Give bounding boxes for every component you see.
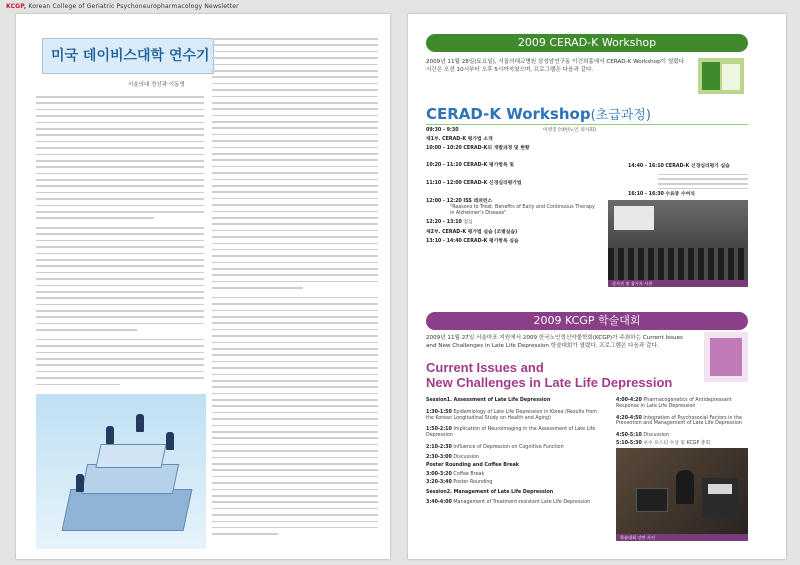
brochure-cover xyxy=(702,62,720,90)
program-row: 2:30-3:00 Discussion xyxy=(426,454,479,460)
program-row: Session2. Management of Late Life Depression xyxy=(426,489,554,495)
photo-audience xyxy=(608,248,748,280)
running-head-brand: KCGP, xyxy=(6,3,27,10)
cerad-photo-caption: 강사진 및 참가자 사진 xyxy=(608,280,748,287)
kcgp-photo-caption: 학술대회 강연 사진 xyxy=(616,534,748,541)
program-row: 3:40-4:00 Management of Treatment-resistant Late Life Depression xyxy=(426,499,591,505)
brochure-page xyxy=(722,64,740,90)
left-column-text xyxy=(36,96,204,390)
schedule-row: 09:30 - 9:30 이영진 (대한노인 의사회) xyxy=(426,128,596,133)
schedule-row: 10:20 - 11:10 CERAD-K 평가항목 및 xyxy=(426,163,514,169)
illustration-book-middle xyxy=(81,464,179,494)
kcgp-intro: 2009년 11월 27일 서울마포 지원에서 2009 한국노인정신약물학회(KCGP)가 주최하는 Current Issues and New Challenges in Late Life Depression 학술대회가 열렸다. 프로그램은 다음과 같다. xyxy=(426,335,683,349)
schedule-row: 13:10 - 14:40 CERAD-K 평가항목 실습 xyxy=(426,238,519,244)
illustration-figure-4 xyxy=(76,474,84,492)
kcgp-title-line2: New Challenges in Late Life Depression xyxy=(426,375,673,390)
kcgp-photo xyxy=(616,448,748,534)
kcgp-title xyxy=(426,360,672,390)
schedule-row: 14:40 - 16:10 CERAD-K 신경심리평가 실습 xyxy=(628,164,730,169)
cerad-title xyxy=(426,104,651,123)
schedule-row: 제1부. CERAD-K 평가법 소개 xyxy=(426,136,493,142)
cerad-photo xyxy=(608,200,748,280)
cerad-schedule-right xyxy=(628,164,748,198)
article-byline: 서울의대 정신과 이동영 xyxy=(128,82,185,88)
running-head xyxy=(6,3,239,10)
program-row: 2:10-2:30 Influence of Depression on Cognitive Function xyxy=(426,444,564,450)
kcgp-brochure-photo xyxy=(704,332,748,382)
cerad-schedule-left xyxy=(426,128,596,245)
schedule-row: 제2부. CERAD-K 평가법 실습 (조별실습) xyxy=(426,230,518,236)
illustration-book-top xyxy=(95,444,166,468)
article-title-box xyxy=(42,38,214,74)
cerad-banner: 2009 CERAD-K Workshop xyxy=(426,34,748,52)
schedule-row: 12:20 - 13:10 점심 xyxy=(426,220,473,226)
program-row: 4:20-4:50 Integration of Psychosocial Factors in the Prevention and Management of Late Life Depression xyxy=(616,415,742,427)
program-row: Session1. Assessment of Late Life Depression xyxy=(426,398,551,403)
schedule-row: 10:00 - 10:20 CERAD-K의 개발과정 및 현황 xyxy=(426,145,530,151)
kcgp-banner: 2009 KCGP 학술대회 xyxy=(426,312,748,330)
podium-logo xyxy=(708,484,732,494)
program-row: 3:20-3:40 Poster Rounding xyxy=(426,480,493,486)
program-row: 4:00-4:20 Pharmacogenetics of Antidepressant Response in Late Life Depression xyxy=(616,398,732,409)
program-row: 1:30-1:50 Epidemiology of Late Life Depression in Korea (Results from the Korean Longitudinal Study on Health and Aging) xyxy=(426,409,597,421)
books-illustration xyxy=(36,394,206,549)
photo-speaker xyxy=(676,470,694,504)
schedule-detail-lines xyxy=(658,174,748,189)
illustration-figure-2 xyxy=(136,414,144,432)
right-column-text xyxy=(212,38,378,540)
right-page xyxy=(408,14,786,559)
left-page xyxy=(16,14,390,559)
illustration-figure-1 xyxy=(106,426,114,444)
photo-screen xyxy=(614,206,654,230)
kcgp-program-right xyxy=(616,398,748,447)
cerad-title-ko: (초급과정) xyxy=(590,108,651,123)
brochure-cover xyxy=(710,338,742,376)
cerad-brochure-photo xyxy=(698,58,744,94)
program-row: 5:10-5:30 우수 포스터 수상 및 KCGP 총회 xyxy=(616,440,711,446)
kcgp-program-left xyxy=(426,398,601,506)
program-row: 1:50-2:10 Implication of Neuroimaging in the Assessment of Late Life Depression xyxy=(426,427,596,439)
illustration-book-base xyxy=(62,489,193,531)
cerad-title-en: CERAD-K Workshop xyxy=(426,105,591,123)
program-row: 3:00-3:20 Coffee Break xyxy=(426,472,485,478)
running-head-text: Korean College of Geriatric Psychoneuropharmacology Newsletter xyxy=(28,3,239,10)
illustration-figure-3 xyxy=(166,432,174,450)
program-row: 4:50-5:10 Discussion xyxy=(616,433,669,439)
article-title: 미국 데이비스대학 연수기 xyxy=(51,48,210,64)
cerad-intro: 2009년 11월 28일(토요일), 서울의대교병원 삼성암연구동 이건희홀에서 CERAD-K Workshop이 열렸다. 시간은 오전 10시부터 오후 5시까지였으며, 프로그램은 다음과 같다. xyxy=(426,59,686,73)
schedule-row: 11:10 - 12:00 CERAD-K 신경심리평가법 xyxy=(426,181,522,187)
photo-podium-sign xyxy=(702,478,738,518)
program-row: Poster Rounding and Coffee Break xyxy=(426,462,520,468)
schedule-row: 16:10 - 16:30 수료증 수여식 xyxy=(628,192,695,198)
schedule-row: 12:00 - 12:20 ISS 레퍼런스 xyxy=(426,198,493,204)
schedule-row: "Reasons to Treat: Benefits of Early and Continuous Therapy in Alzheimer's Disease" xyxy=(450,204,595,216)
kcgp-title-line1: Current Issues and xyxy=(426,360,544,375)
cerad-title-rule xyxy=(426,124,748,125)
photo-monitor xyxy=(636,488,668,512)
